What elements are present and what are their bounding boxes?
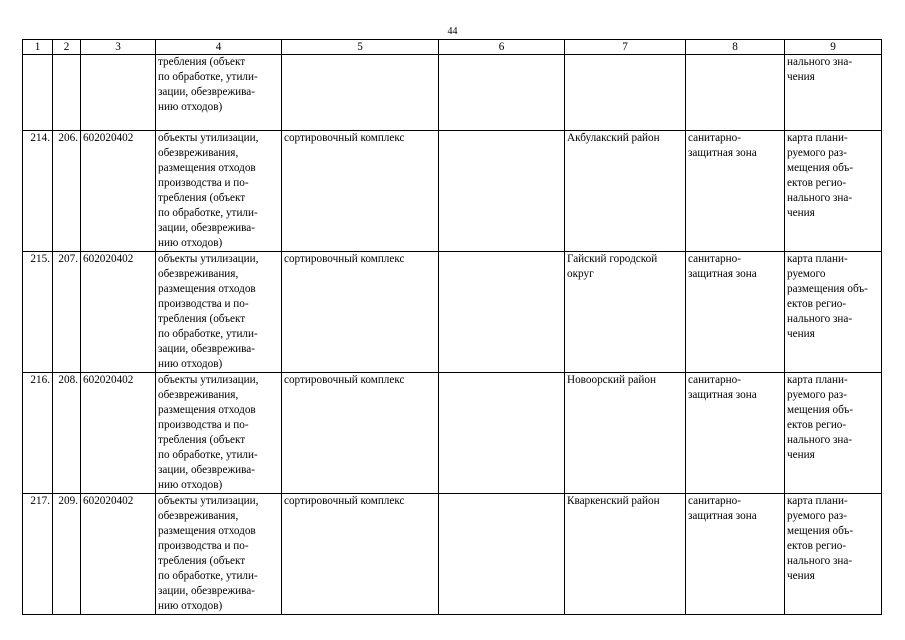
row-subnumber: 207. [53,252,81,373]
objects-table [22,39,882,615]
source-cell: карта плани- руемого размещения объ- ектов регио- нального зна- чения [785,252,882,373]
zone-cell: санитарно- защитная зона [686,373,785,494]
table-row-continuation [23,55,882,131]
zone-cell: санитарно- защитная зона [686,252,785,373]
code-cell: 602020402 [81,494,156,615]
row-subnumber: 209. [53,494,81,615]
purpose-cell: объекты утилизации, обезвреживания, размещения отходов производства и по- требления (объект по обработке, утили- зации, обезврежива- нию отходов) [156,252,282,373]
object-name-cell: сортировочный комплекс [282,252,439,373]
object-name-cell: сортировочный комплекс [282,494,439,615]
column-header: 5 [282,40,439,55]
location-cell: Гайский городской округ [565,252,686,373]
object-name-cell: сортировочный комплекс [282,131,439,252]
column-header: 3 [81,40,156,55]
empty-cell [439,373,565,494]
code-cell: 602020402 [81,252,156,373]
purpose-cell: объекты утилизации, обезвреживания, размещения отходов производства и по- требления (объект по обработке, утили- зации, обезврежива- нию отходов) [156,373,282,494]
code-cell: 602020402 [81,373,156,494]
column-header: 1 [23,40,53,55]
column-header: 2 [53,40,81,55]
zone-cell: санитарно- защитная зона [686,131,785,252]
column-header: 8 [686,40,785,55]
table-row [23,494,882,615]
row-number: 214. [23,131,53,252]
source-cell: карта плани- руемого раз- мещения объ- ектов регио- нального зна- чения [785,373,882,494]
row-number: 217. [23,494,53,615]
source-cell: карта плани- руемого раз- мещения объ- ектов регио- нального зна- чения [785,494,882,615]
purpose-cell: объекты утилизации, обезвреживания, размещения отходов производства и по- требления (объект по обработке, утили- зации, обезврежива- нию отходов) [156,494,282,615]
zone-cell: санитарно- защитная зона [686,494,785,615]
purpose-cell: требления (объект по обработке, утили- зации, обезврежива- нию отходов) [156,55,282,131]
location-cell: Новоорский район [565,373,686,494]
column-header: 4 [156,40,282,55]
object-name-cell: сортировочный комплекс [282,373,439,494]
location-cell: Кваркенский район [565,494,686,615]
table-row [23,252,882,373]
source-cell: карта плани- руемого раз- мещения объ- ектов регио- нального зна- чения [785,131,882,252]
code-cell: 602020402 [81,131,156,252]
column-header: 6 [439,40,565,55]
purpose-cell: объекты утилизации, обезвреживания, размещения отходов производства и по- требления (объект по обработке, утили- зации, обезврежива- нию отходов) [156,131,282,252]
source-cell: нального зна- чения [785,55,882,131]
row-number: 215. [23,252,53,373]
table-header-row [23,40,882,55]
empty-cell [439,494,565,615]
row-subnumber: 208. [53,373,81,494]
row-number: 216. [23,373,53,494]
column-header: 7 [565,40,686,55]
table-row [23,373,882,494]
page-number: 44 [447,26,458,37]
empty-cell [439,131,565,252]
empty-cell [439,252,565,373]
row-subnumber: 206. [53,131,81,252]
column-header: 9 [785,40,882,55]
table-row [23,131,882,252]
location-cell: Акбулакский район [565,131,686,252]
